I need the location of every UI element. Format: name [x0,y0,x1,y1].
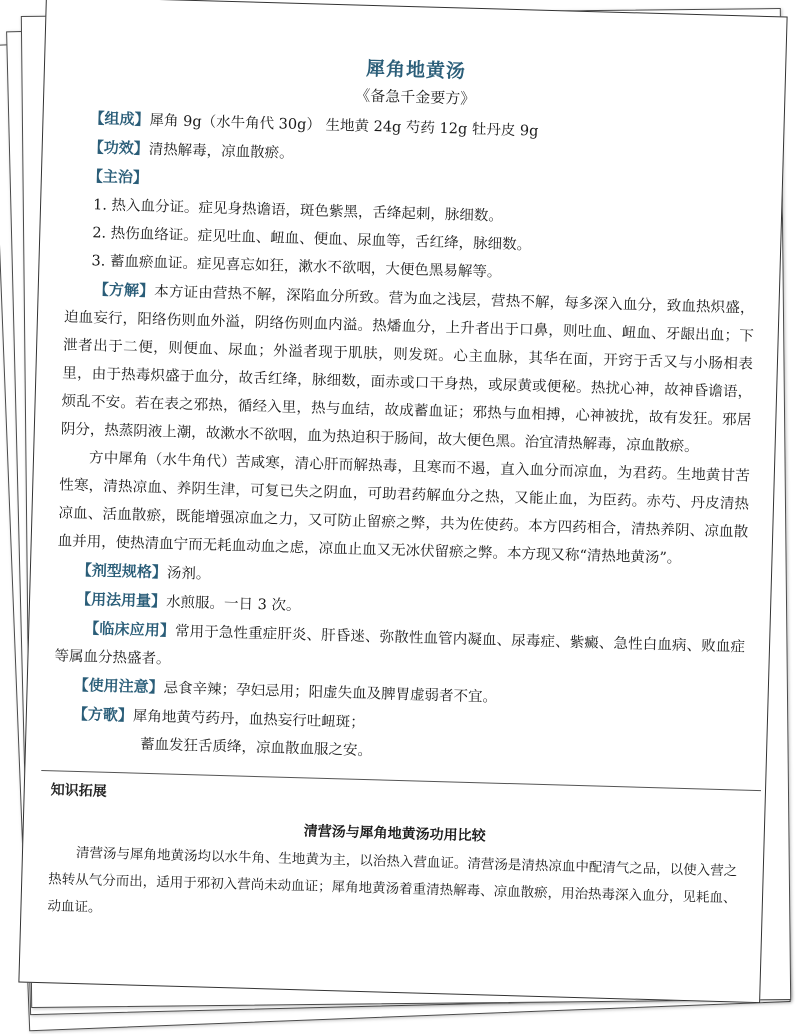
extension-text: 清营汤与犀角地黄汤均以水牛角、生地黄为主，以治热入营血证。清营汤是清热凉血中配清气之品，以使入营之热转从气分而出，适用于邪初入营尚未动血证；犀角地黄汤着重清热解毒、凉血散瘀，用治热毒深入血分，见耗血、动血证。 [47,845,738,916]
clinical-label: 【临床应用】 [84,619,176,640]
indication-item: 1. 热入血分证。症见身热谵语，斑色紫黑，舌绛起刺，脉细数。 [92,197,504,225]
usage-label: 【用法用量】 [75,589,167,611]
dosage-form-text: 汤剂。 [166,565,211,583]
composition-label: 【组成】 [89,109,150,129]
efficacy-text: 清热解毒，凉血散瘀。 [148,141,294,162]
usage-text: 水煎服。一日 3 次。 [165,594,301,615]
analysis-section [60,274,754,462]
cautions-label: 【使用注意】 [73,675,164,697]
extension-title: 清营汤与犀角地黄汤功用比较 [303,823,486,845]
formula-source: 《备急千金要方》 [354,86,476,108]
indication-item: 2. 热伤血络证。症见吐血、衄血、便血、尿血等，舌红绛，脉细数。 [92,225,532,254]
analysis-label: 【方解】 [93,280,155,300]
verse-label: 【方歌】 [72,704,134,725]
verse-line-2: 蓄血发狂舌质绛，凉血散血服之安。 [139,736,373,760]
extension-heading: 知识拓展 [50,782,107,800]
page-content [47,46,761,940]
document-page [18,0,787,1003]
formula-title: 犀角地黄汤 [365,57,467,83]
clinical-text: 常用于急性重症肝炎、肝昏迷、弥散性血管内凝血、尿毒症、紫癜、急性白血病、败血症等属血分热盛者。 [54,623,746,668]
indication-item: 3. 蓄血瘀血证。症见喜忘如狂，漱水不欲咽，大便色黑易解等。 [91,253,502,281]
dosage-form-label: 【剂型规格】 [76,560,168,582]
composition-text: 犀角 9g（水牛角代 30g） 生地黄 24g 芍药 12g 牡丹皮 9g [149,112,539,140]
analysis-paragraph-1: 本方证由营热不解，深陷血分所致。营为血之浅层，营热不解，每多深入血分，致血热炽盛，迫血妄行，阳络伤则血外溢，阴络伤则血内溢。热燔血分，上升者出于口鼻，则吐血、衄血、牙龈出血；下泄者出于二便，则便血、尿血；外溢者现于肌肤，则发斑。心主血脉，其华在面，开窍于舌又与小肠相表里，由于热毒炽盛于血分，故舌红绛，脉细数，面赤或口干身热，或尿黄或便秘。热扰心神，故神昏谵语，烦乱不安。若在表之邪热，循经入里，热与血结，故成蓄血证；邪热与血相搏，心神被扰，故有发狂。邪居阴分，热蒸阴液上潮，故漱水不欲咽，血为热迫积于肠间，故大便色黑。治宜清热解毒，凉血散瘀。 [60,283,755,456]
indications-label: 【主治】 [87,167,149,187]
cautions-text: 忌食辛辣；孕妇忌用；阳虚失血及脾胃虚弱者不宜。 [163,680,498,706]
analysis-paragraph-2: 方中犀角（水牛角代）苦咸寒，清心肝而解热毒，且寒而不遏，直入血分而凉血，为君药。生地黄甘苦性寒，清热凉血、养阴生津，可复已失之阴血，可助君药解血分之热，又能止血，为臣药。赤芍、丹皮清热凉血、活血散瘀，既能增强凉血之力，又可防止留瘀之弊，共为佐使药。本方四药相合，清热养阴、凉血散血并用，使热清血宁而无耗血动血之虑，凉血止血又无冰伏留瘀之弊。本方现又称“清热地黄汤”。 [57,450,750,567]
efficacy-label: 【功效】 [88,138,149,158]
verse-line-1: 犀角地黄芍药丹，血热妄行吐衄斑； [132,708,365,732]
